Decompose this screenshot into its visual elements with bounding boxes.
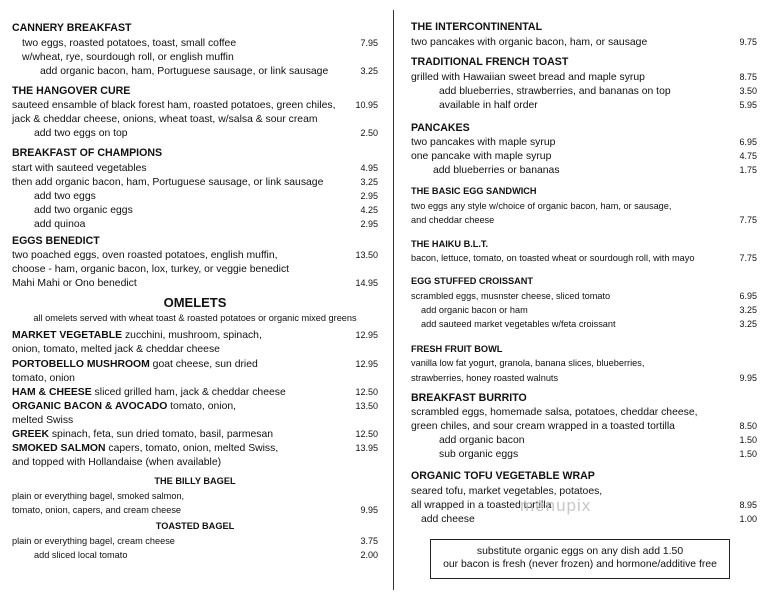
- price: 8.50: [739, 421, 757, 431]
- omelet-line: SMOKED SALMON capers, tomato, onion, melted Swiss, 13.95: [12, 443, 378, 454]
- item-line: sauteed ensamble of black forest ham, roasted potatoes, green chiles, 10.95: [12, 100, 378, 111]
- price: 12.50: [355, 429, 378, 439]
- omelet-line: ORGANIC BACON & AVOCADO tomato, onion, 13.50: [12, 401, 378, 412]
- item-line: two pancakes with organic bacon, ham, or sausage 9.75: [411, 37, 757, 48]
- section-title: TRADITIONAL FRENCH TOAST: [411, 56, 569, 68]
- price: 13.95: [355, 443, 378, 453]
- section-title: ORGANIC TOFU VEGETABLE WRAP: [411, 470, 595, 482]
- price: 6.95: [739, 137, 757, 147]
- section-title: THE HAIKU B.L.T.: [411, 239, 489, 249]
- price: 7.75: [739, 253, 757, 263]
- item-line: all wrapped in a toasted tortilla 8.95: [411, 500, 757, 511]
- omelet-line: MARKET VEGETABLE zucchini, mushroom, spinach, 12.95: [12, 330, 378, 341]
- price: 10.95: [355, 100, 378, 110]
- omelet-line: HAM & CHEESE sliced grilled ham, jack & cheddar cheese 12.50: [12, 387, 378, 398]
- item-line: w/wheat, rye, sourdough roll, or english muffin: [22, 52, 234, 63]
- item-line: bacon, lettuce, tomato, on toasted wheat or sourdough roll, with mayo 7.75: [411, 253, 757, 263]
- item-line: add blueberries or bananas 1.75: [433, 165, 757, 176]
- price: 1.75: [739, 165, 757, 175]
- item-line: strawberries, honey roasted walnuts 9.95: [411, 373, 757, 383]
- item-line: sub organic eggs 1.50: [439, 449, 757, 460]
- omelet-line: PORTOBELLO MUSHROOM goat cheese, sun dried 12.95: [12, 359, 378, 370]
- item-line: add sauteed market vegetables w/feta croissant 3.25: [421, 319, 757, 329]
- omelets-note: all omelets served with wheat toast & roasted potatoes or organic mixed greens: [33, 313, 357, 323]
- section-title: THE BILLY BAGEL: [154, 476, 236, 486]
- price: 8.75: [739, 72, 757, 82]
- item-line: two eggs any style w/choice of organic bacon, ham, or sausage,: [411, 201, 672, 211]
- price: 7.95: [360, 38, 378, 48]
- price: 12.95: [355, 359, 378, 369]
- item-line: two pancakes with maple syrup 6.95: [411, 137, 757, 148]
- omelets-heading: OMELETS: [163, 295, 227, 310]
- section-title: THE INTERCONTINENTAL: [411, 21, 543, 33]
- price: 8.95: [739, 500, 757, 510]
- item-line: two poached eggs, oven roasted potatoes, english muffin, 13.50: [12, 250, 378, 261]
- omelet-line: and topped with Hollandaise (when available): [12, 457, 222, 468]
- section-title: PANCAKES: [411, 122, 470, 134]
- section-title: THE BASIC EGG SANDWICH: [411, 186, 537, 196]
- price: 2.95: [360, 219, 378, 229]
- notice-line: substitute organic eggs on any dish add 1.50: [476, 546, 684, 557]
- price: 1.50: [739, 435, 757, 445]
- price: 13.50: [355, 401, 378, 411]
- item-line: plain or everything bagel, cream cheese 3.75: [12, 536, 378, 546]
- item-line: scrambled eggs, musnster cheese, sliced tomato 6.95: [411, 291, 757, 301]
- price: 9.95: [739, 373, 757, 383]
- price: 3.25: [360, 177, 378, 187]
- item-line: add two organic eggs 4.25: [34, 205, 378, 216]
- price: 1.00: [739, 514, 757, 524]
- notice-line: our bacon is fresh (never frozen) and hormone/additive free: [443, 559, 717, 570]
- item-line: tomato, onion, capers, and cream cheese 9.95: [12, 505, 378, 515]
- item-line: add blueberries, strawberries, and bananas on top 3.50: [439, 86, 757, 97]
- notice-box: [430, 539, 730, 579]
- price: 12.95: [355, 330, 378, 340]
- item-line: scrambled eggs, homemade salsa, potatoes, cheddar cheese,: [411, 407, 698, 418]
- price: 3.25: [739, 305, 757, 315]
- omelet-line: onion, tomato, melted jack & cheddar cheese: [12, 344, 220, 355]
- item-line: add organic bacon 1.50: [439, 435, 757, 446]
- section-title: FRESH FRUIT BOWL: [411, 344, 503, 354]
- section-title: EGGS BENEDICT: [12, 235, 100, 247]
- price: 4.75: [739, 151, 757, 161]
- item-line: add organic bacon, ham, Portuguese sausage, or link sausage 3.25: [40, 66, 378, 77]
- price: 6.95: [739, 291, 757, 301]
- price: 9.95: [360, 505, 378, 515]
- price: 7.75: [739, 215, 757, 225]
- item-line: add organic bacon or ham 3.25: [421, 305, 757, 315]
- item-line: vanilla low fat yogurt, granola, banana slices, blueberries,: [411, 358, 645, 368]
- price: 3.25: [739, 319, 757, 329]
- item-line: grilled with Hawaiian sweet bread and maple syrup 8.75: [411, 72, 757, 83]
- price: 4.95: [360, 163, 378, 173]
- item-line: add sliced local tomato 2.00: [34, 550, 378, 560]
- price: 13.50: [355, 250, 378, 260]
- item-line: then add organic bacon, ham, Portuguese sausage, or link sausage 3.25: [12, 177, 378, 188]
- item-line: start with sauteed vegetables 4.95: [12, 163, 378, 174]
- item-line: Mahi Mahi or Ono benedict 14.95: [12, 278, 378, 289]
- price: 4.25: [360, 205, 378, 215]
- item-line: one pancake with maple syrup 4.75: [411, 151, 757, 162]
- item-line: green chiles, and sour cream wrapped in a toasted tortilla 8.50: [411, 421, 757, 432]
- item-line: jack & cheddar cheese, onions, wheat toast, w/salsa & sour cream: [12, 114, 318, 125]
- price: 2.95: [360, 191, 378, 201]
- omelet-line: melted Swiss: [12, 415, 74, 426]
- section-title: BREAKFAST BURRITO: [411, 392, 527, 404]
- price: 9.75: [739, 37, 757, 47]
- price: 12.50: [355, 387, 378, 397]
- item-line: available in half order 5.95: [439, 100, 757, 111]
- item-line: add cheese 1.00: [421, 514, 757, 525]
- section-title: EGG STUFFED CROISSANT: [411, 276, 533, 286]
- omelet-line: tomato, onion: [12, 373, 75, 384]
- item-line: add two eggs 2.95: [34, 191, 378, 202]
- item-line: seared tofu, market vegetables, potatoes,: [411, 486, 603, 497]
- section-title: BREAKFAST OF CHAMPIONS: [12, 147, 163, 159]
- price: 3.75: [360, 536, 378, 546]
- price: 2.50: [360, 128, 378, 138]
- item-line: choose - ham, organic bacon, lox, turkey, or veggie benedict: [12, 264, 290, 275]
- price: 1.50: [739, 449, 757, 459]
- price: 14.95: [355, 278, 378, 288]
- item-line: and cheddar cheese 7.75: [411, 215, 757, 225]
- price: 3.25: [360, 66, 378, 76]
- price: 3.50: [739, 86, 757, 96]
- price: 5.95: [739, 100, 757, 110]
- menupix-watermark: menupix: [520, 496, 592, 515]
- omelet-line: GREEK spinach, feta, sun dried tomato, basil, parmesan 12.50: [12, 429, 378, 440]
- item-line: plain or everything bagel, smoked salmon,: [12, 491, 185, 501]
- column-divider: [393, 10, 394, 590]
- section-title: TOASTED BAGEL: [155, 521, 235, 531]
- section-title: CANNERY BREAKFAST: [12, 22, 132, 34]
- item-line: two eggs, roasted potatoes, toast, small coffee 7.95: [22, 38, 378, 49]
- section-title: THE HANGOVER CURE: [12, 85, 131, 97]
- item-line: add two eggs on top 2.50: [34, 128, 378, 139]
- item-line: add quinoa 2.95: [34, 219, 378, 230]
- price: 2.00: [360, 550, 378, 560]
